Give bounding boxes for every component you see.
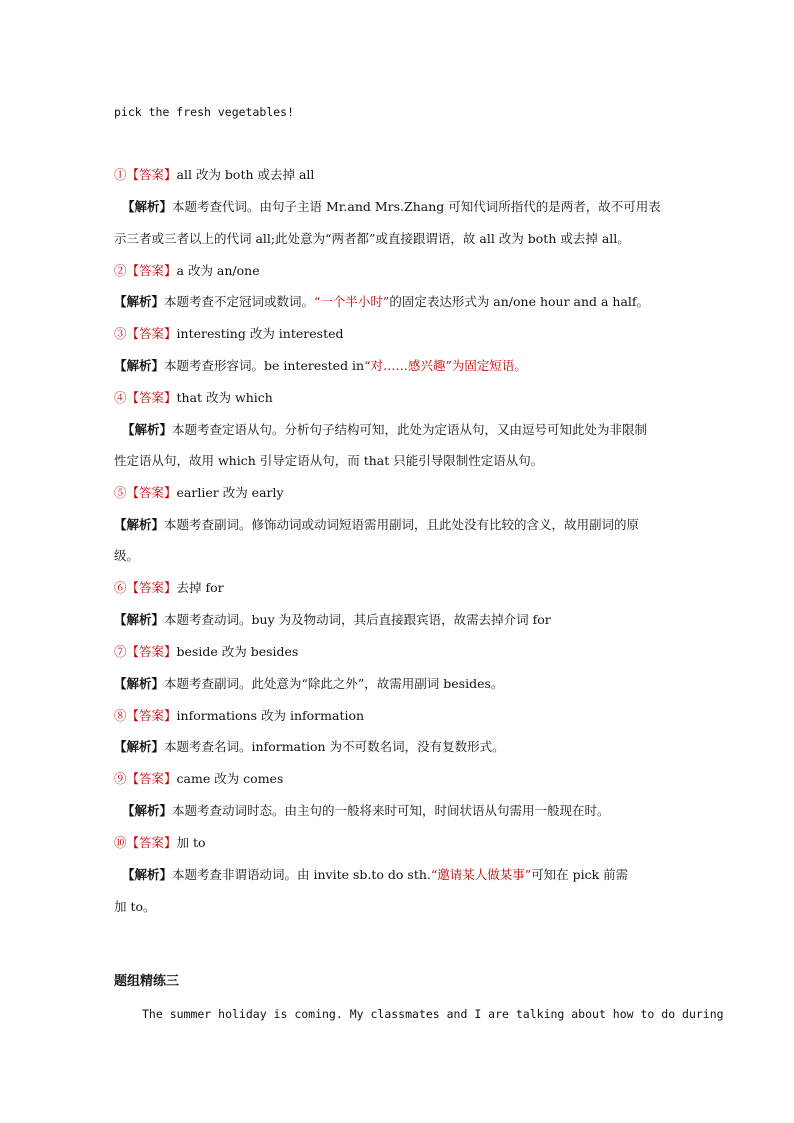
analysis-tag: 【解析】 — [114, 739, 165, 754]
item-number: ⑩ — [114, 835, 127, 850]
answer-line-6 — [114, 578, 224, 598]
analysis-line-3 — [114, 356, 527, 376]
answer-text: 去掉 for — [176, 580, 224, 595]
answer-tag: 【答案】 — [126, 644, 177, 659]
answer-tag: 【答案】 — [126, 771, 177, 786]
analysis-line-10b: 加 to。 — [114, 899, 156, 914]
answer-tag: 【答案】 — [126, 835, 177, 850]
answer-tag: 【答案】 — [126, 390, 177, 405]
analysis-line-1b: 示三者或三者以上的代词 all;此处意为“两者都”或直接跟谓语，故 all 改为 both 或去掉 all。 — [114, 231, 630, 246]
answer-text: informations 改为 information — [176, 708, 365, 723]
intro-line: pick the fresh vegetables! — [114, 105, 295, 119]
analysis-line-4b: 性定语从句，故用 which 引导定语从句，而 that 只能引导限制性定语从句。 — [114, 453, 544, 468]
analysis-tag: 【解析】 — [122, 199, 173, 214]
item-number: ⑨ — [114, 771, 127, 786]
analysis-text: 本题考查副词。修饰动词或动词短语需用副词，且此处没有比较的含义，故用副词的原 — [164, 517, 640, 532]
answer-text: beside 改为 besides — [176, 644, 299, 659]
item-number: ⑥ — [114, 580, 127, 595]
analysis-highlight: “一个半小时” — [314, 294, 390, 309]
analysis-tag: 【解析】 — [114, 358, 165, 373]
analysis-text: 本题考查代词。由句子主语 Mr.and Mrs.Zhang 可知代词所指代的是两者，故不可用表 — [172, 199, 661, 214]
analysis-line-7 — [114, 674, 503, 694]
analysis-text-post: 可知在 pick 前需 — [531, 867, 629, 882]
analysis-line-5a — [114, 515, 639, 535]
passage-line: The summer holiday is coming. My classmates and I are talking about how to do during — [142, 1007, 724, 1021]
analysis-line-10a — [122, 865, 628, 885]
analysis-tag: 【解析】 — [114, 517, 165, 532]
item-number: ① — [114, 167, 127, 182]
answer-line-5 — [114, 483, 284, 503]
item-number: ③ — [114, 326, 127, 341]
answer-text: 加 to — [176, 835, 206, 850]
analysis-line-8 — [114, 737, 505, 757]
analysis-text: 本题考查不定冠词或数词。 — [164, 294, 315, 309]
answer-text: interesting 改为 interested — [176, 326, 344, 341]
answer-line-1 — [114, 165, 314, 185]
answer-text: all 改为 both 或去掉 all — [176, 167, 315, 182]
analysis-text: 本题考查动词。buy 为及物动词，其后直接跟宾语，故需去掉介词 for — [164, 612, 551, 627]
answer-line-10 — [114, 833, 206, 853]
analysis-tag: 【解析】 — [114, 294, 165, 309]
answer-text: a 改为 an/one — [176, 263, 260, 278]
answer-line-4 — [114, 388, 273, 408]
answer-line-2 — [114, 261, 260, 281]
analysis-text: 本题考查名词。information 为不可数名词，没有复数形式。 — [164, 739, 505, 754]
analysis-tag: 【解析】 — [114, 676, 165, 691]
item-number: ④ — [114, 390, 127, 405]
analysis-tag: 【解析】 — [122, 867, 173, 882]
analysis-line-5b: 级。 — [114, 548, 140, 563]
analysis-line-9 — [122, 801, 610, 821]
answer-tag: 【答案】 — [126, 326, 177, 341]
answer-text: earlier 改为 early — [176, 485, 284, 500]
analysis-text: 本题考查非谓语动词。由 invite sb.to do sth. — [172, 867, 431, 882]
item-number: ⑤ — [114, 485, 127, 500]
item-number: ⑧ — [114, 708, 127, 723]
analysis-line-4a — [122, 420, 647, 440]
analysis-text: 本题考查定语从句。分析句子结构可知，此处为定语从句，又由逗号可知此处为非限制 — [172, 422, 648, 437]
analysis-tag: 【解析】 — [114, 612, 165, 627]
item-number: ② — [114, 263, 127, 278]
item-number: ⑦ — [114, 644, 127, 659]
analysis-tag: 【解析】 — [122, 422, 173, 437]
analysis-line-6 — [114, 610, 551, 630]
analysis-tag: 【解析】 — [122, 803, 173, 818]
analysis-line-1a — [122, 197, 661, 217]
analysis-highlight: “对……感兴趣”为固定短语。 — [364, 358, 527, 373]
answer-line-3 — [114, 324, 344, 344]
answer-line-8 — [114, 706, 364, 726]
answer-tag: 【答案】 — [126, 263, 177, 278]
analysis-text: 本题考查动词时态。由主句的一般将来时可知，时间状语从句需用一般现在时。 — [172, 803, 610, 818]
analysis-text-post: 的固定表达形式为 an/one hour and a half。 — [389, 294, 650, 309]
answer-tag: 【答案】 — [126, 167, 177, 182]
answer-line-9 — [114, 769, 283, 789]
answer-text: that 改为 which — [176, 390, 273, 405]
answer-line-7 — [114, 642, 298, 662]
answer-text: came 改为 comes — [176, 771, 284, 786]
section-title: 题组精练三 — [114, 974, 180, 989]
analysis-line-2 — [114, 292, 649, 312]
answer-tag: 【答案】 — [126, 485, 177, 500]
answer-tag: 【答案】 — [126, 580, 177, 595]
analysis-highlight: “邀请某人做某事” — [430, 867, 532, 882]
answer-tag: 【答案】 — [126, 708, 177, 723]
analysis-text: 本题考查形容词。be interested in — [164, 358, 365, 373]
analysis-text: 本题考查副词。此处意为“除此之外”，故需用副词 besides。 — [164, 676, 504, 691]
